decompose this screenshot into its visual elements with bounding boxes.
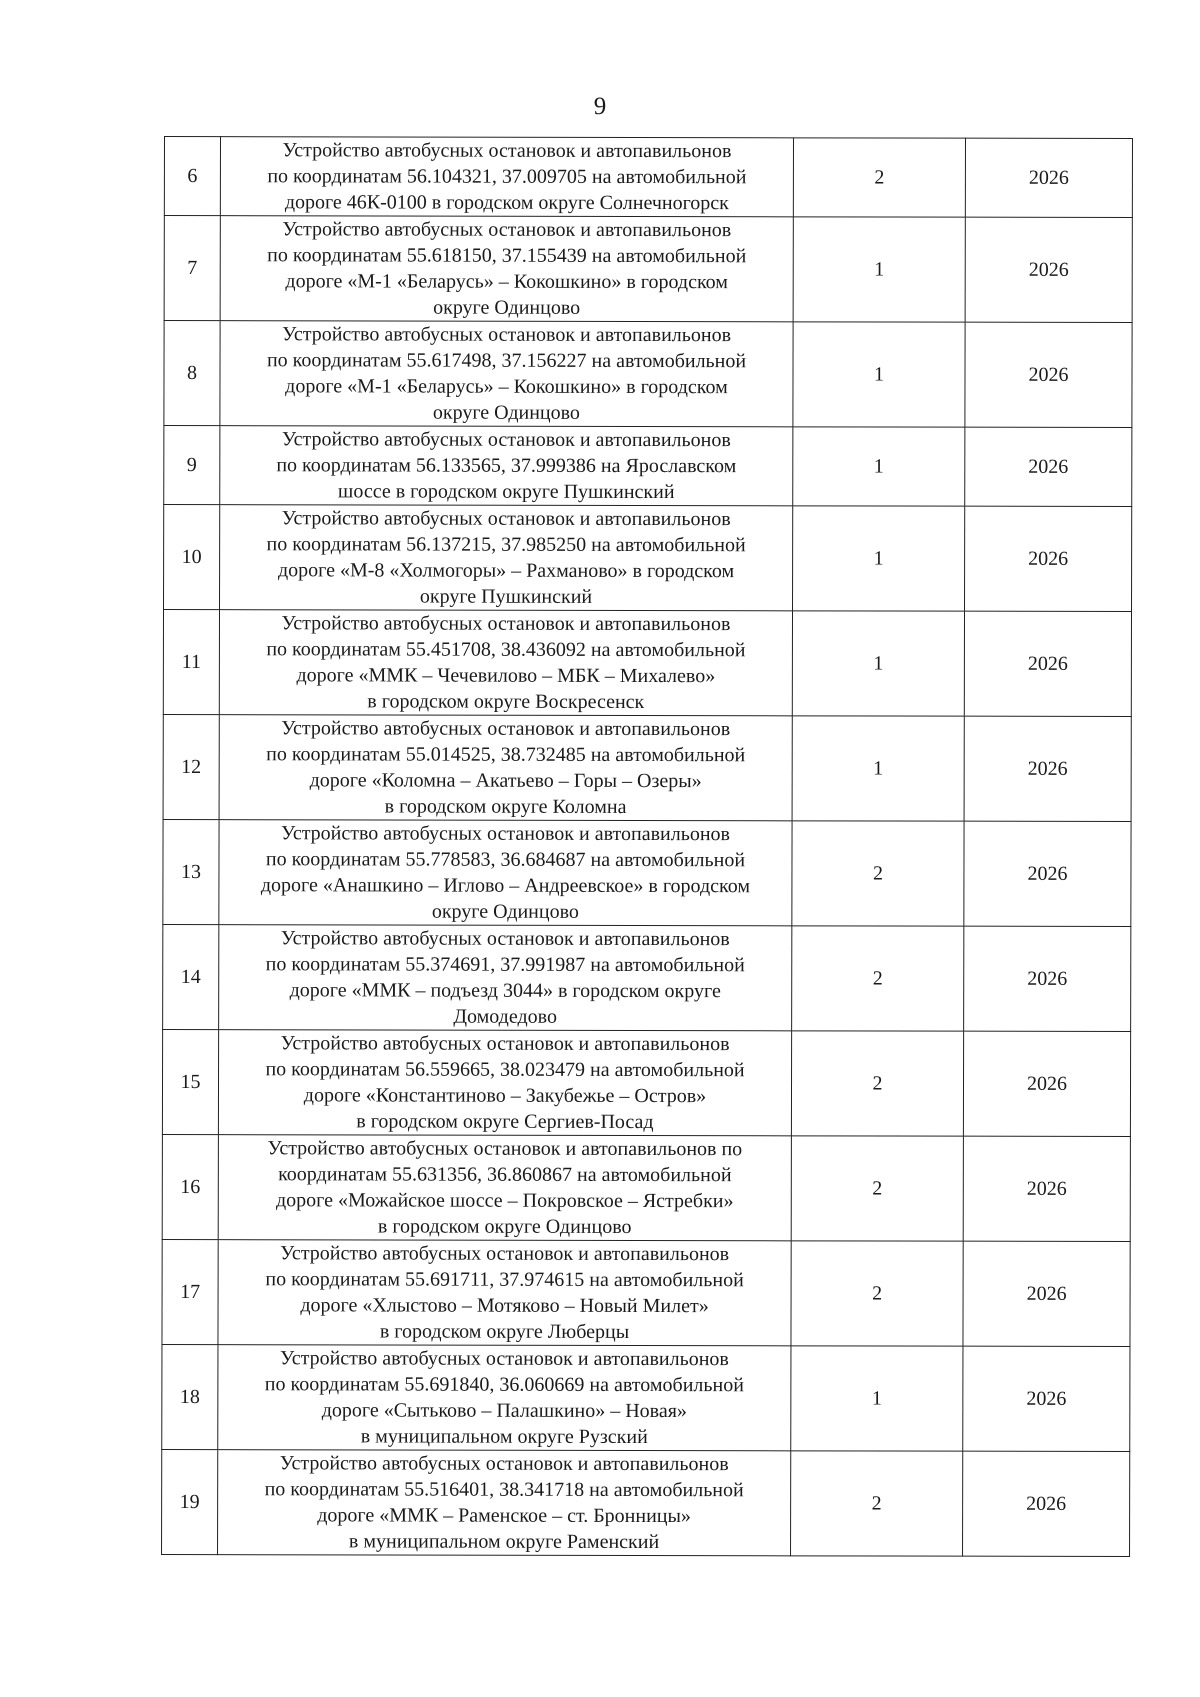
row-number-cell: 19 — [162, 1449, 218, 1554]
quantity-cell: 2 — [793, 138, 965, 217]
description-line: Устройство автобусных остановок и автопавильонов — [281, 507, 731, 531]
quantity-cell: 1 — [793, 322, 965, 427]
description-line: округе Одинцово — [433, 296, 581, 319]
quantity-cell: 2 — [791, 1451, 963, 1556]
row-number-cell: 16 — [162, 1134, 218, 1239]
description-cell — [220, 426, 793, 506]
row-number-cell: 13 — [163, 819, 219, 924]
description-line: Устройство автобусных остановок и автопавильонов — [280, 1242, 730, 1266]
row-number-cell: 14 — [163, 924, 219, 1029]
table-row — [164, 137, 1132, 218]
description-cell — [218, 1345, 791, 1451]
description-line: округе Пушкинский — [419, 585, 593, 608]
row-number-cell: 17 — [162, 1239, 218, 1344]
description-line: дороге «Константиново – Закубежье – Остров» — [303, 1084, 707, 1108]
description-cell — [219, 610, 792, 716]
table-row — [163, 819, 1131, 926]
row-number-cell: 7 — [164, 216, 220, 321]
description-line: Устройство автобусных остановок и автопавильонов — [279, 1452, 729, 1476]
description-line: округе Одинцово — [432, 401, 580, 424]
description-line: дороге «Хлыстово – Мотяково – Новый Милет» — [300, 1294, 709, 1318]
quantity-cell: 2 — [792, 821, 964, 926]
description-line: Устройство автобусных остановок и автопавильонов — [282, 139, 732, 163]
table-row — [162, 1134, 1130, 1241]
description-line: Устройство автобусных остановок и автопавильонов — [279, 1347, 729, 1371]
page-number: 9 — [593, 93, 607, 120]
year-cell: 2026 — [964, 716, 1131, 821]
description-line: по координатам 55.516401, 38.341718 на автомобильной — [264, 1478, 744, 1502]
table-row — [164, 505, 1132, 612]
description-line: в городском округе Одинцово — [377, 1215, 632, 1238]
description-line: Устройство автобусных остановок и автопавильонов по — [267, 1137, 743, 1161]
description-line: дороге 46К-0100 в городском округе Солнечногорск — [284, 191, 729, 215]
year-cell: 2026 — [963, 1136, 1130, 1241]
table-row — [162, 1449, 1130, 1556]
description-line: дороге «ММК – Чечевилово – МБК – Михалево» — [296, 664, 716, 688]
description-line: в муниципальном округе Рузский — [360, 1425, 648, 1449]
description-cell — [218, 1240, 791, 1346]
description-line: дороге «Коломна – Акатьево – Горы – Озеры» — [309, 769, 702, 793]
description-line: в муниципальном округе Раменский — [348, 1530, 660, 1554]
description-line: координатам 55.631356, 36.860867 на автомобильной — [278, 1163, 732, 1187]
quantity-cell: 1 — [791, 1346, 963, 1451]
year-cell: 2026 — [963, 1241, 1130, 1346]
description-line: дороге «Анашкино – Иглово – Андреевское» в городском — [260, 874, 751, 898]
description-line: дороге «М-1 «Беларусь» – Кокошкино» в городском — [285, 270, 728, 294]
description-line: в городском округе Воскресенск — [367, 690, 645, 714]
description-line: по координатам 55.014525, 38.732485 на автомобильной — [266, 743, 746, 767]
description-line: по координатам 55.451708, 38.436092 на автомобильной — [266, 638, 746, 662]
description-line: дороге «ММК – Раменское – ст. Бронницы» — [317, 1504, 691, 1528]
table-row — [162, 1029, 1130, 1136]
table-row — [163, 610, 1131, 717]
description-line: Устройство автобусных остановок и автопавильонов — [282, 323, 732, 347]
row-number-cell: 9 — [164, 426, 220, 505]
description-cell — [219, 820, 792, 926]
description-line: по координатам 56.137215, 37.985250 на автомобильной — [266, 533, 746, 557]
table-row — [164, 216, 1132, 323]
description-line: Устройство автобусных остановок и автопавильонов — [280, 927, 730, 951]
description-line: дороге «Сытьково – Палашкино» – Новая» — [321, 1399, 687, 1423]
year-cell: 2026 — [963, 1346, 1130, 1451]
year-cell: 2026 — [965, 427, 1132, 506]
year-cell: 2026 — [964, 821, 1131, 926]
row-number-cell: 6 — [164, 137, 220, 216]
description-line: Устройство автобусных остановок и автопавильонов — [281, 428, 731, 452]
table-row — [162, 1344, 1130, 1451]
works-table — [161, 136, 1133, 1557]
row-number-cell: 15 — [162, 1029, 218, 1134]
description-line: в городском округе Коломна — [384, 795, 627, 818]
table-row — [163, 714, 1131, 821]
year-cell: 2026 — [965, 322, 1132, 427]
year-cell: 2026 — [965, 217, 1132, 322]
description-line: Устройство автобусных остановок и автопавильонов — [281, 717, 731, 741]
quantity-cell: 1 — [792, 611, 964, 716]
year-cell: 2026 — [964, 926, 1131, 1031]
description-line: дороге «М-1 «Беларусь» – Кокошкино» в городском — [285, 375, 728, 399]
year-cell: 2026 — [964, 611, 1131, 716]
description-cell — [218, 1450, 791, 1556]
description-line: по координатам 56.104321, 37.009705 на автомобильной — [267, 165, 747, 189]
description-line: дороге «Можайское шоссе – Покровское – Ястребки» — [275, 1189, 734, 1213]
description-line: по координатам 56.133565, 37.999386 на Ярославском — [276, 454, 737, 478]
row-number-cell: 11 — [163, 610, 219, 715]
description-cell — [218, 1135, 791, 1241]
description-cell — [220, 137, 793, 217]
description-cell — [220, 505, 793, 611]
quantity-cell: 1 — [792, 716, 964, 821]
table-row — [164, 426, 1132, 507]
description-line: Устройство автобусных остановок и автопавильонов — [281, 612, 731, 636]
row-number-cell: 10 — [164, 505, 220, 610]
description-line: по координатам 55.691711, 37.974615 на автомобильной — [265, 1268, 744, 1292]
description-line: по координатам 55.617498, 37.156227 на автомобильной — [266, 349, 747, 373]
row-number-cell: 18 — [162, 1344, 218, 1449]
works-table-body — [162, 137, 1133, 1557]
quantity-cell: 2 — [791, 1241, 963, 1346]
description-line: по координатам 55.374691, 37.991987 на автомобильной — [265, 953, 745, 977]
description-line: в городском округе Люберцы — [379, 1320, 630, 1343]
quantity-cell: 2 — [791, 1136, 963, 1241]
description-line: по координатам 55.778583, 36.684687 на автомобильной — [265, 848, 746, 872]
description-line: Устройство автобусных остановок и автопавильонов — [281, 822, 731, 846]
description-line: по координатам 56.559665, 38.023479 на автомобильной — [265, 1058, 745, 1082]
quantity-cell: 1 — [793, 427, 965, 506]
description-line: Устройство автобусных остановок и автопавильонов — [282, 218, 732, 242]
description-line: Домодедово — [453, 1005, 557, 1028]
table-row — [162, 1239, 1130, 1346]
description-line: по координатам 55.691840, 36.060669 на автомобильной — [264, 1373, 744, 1397]
table-row — [163, 924, 1131, 1031]
description-cell — [220, 216, 793, 322]
description-cell — [219, 925, 792, 1031]
row-number-cell: 8 — [164, 321, 220, 426]
description-cell — [219, 715, 792, 821]
year-cell: 2026 — [965, 138, 1132, 217]
year-cell: 2026 — [965, 506, 1132, 611]
description-line: дороге «М-8 «Холмогоры» – Рахманово» в городском — [277, 559, 735, 583]
quantity-cell: 2 — [792, 926, 964, 1031]
quantity-cell: 1 — [793, 217, 965, 322]
year-cell: 2026 — [963, 1031, 1130, 1136]
description-line: дороге «ММК – подъезд 3044» в городском округе — [289, 979, 721, 1003]
description-cell — [218, 1030, 791, 1136]
description-line: округе Одинцово — [431, 900, 579, 923]
table-row — [164, 321, 1132, 428]
quantity-cell: 2 — [791, 1031, 963, 1136]
description-line: в городском округе Сергиев-Посад — [356, 1110, 654, 1134]
description-line: шоссе в городском округе Пушкинский — [337, 480, 675, 504]
description-line: по координатам 55.618150, 37.155439 на автомобильной — [267, 244, 747, 268]
year-cell: 2026 — [963, 1451, 1130, 1556]
description-cell — [220, 321, 793, 427]
row-number-cell: 12 — [163, 714, 219, 819]
description-line: Устройство автобусных остановок и автопавильонов — [280, 1032, 730, 1056]
quantity-cell: 1 — [793, 506, 965, 611]
